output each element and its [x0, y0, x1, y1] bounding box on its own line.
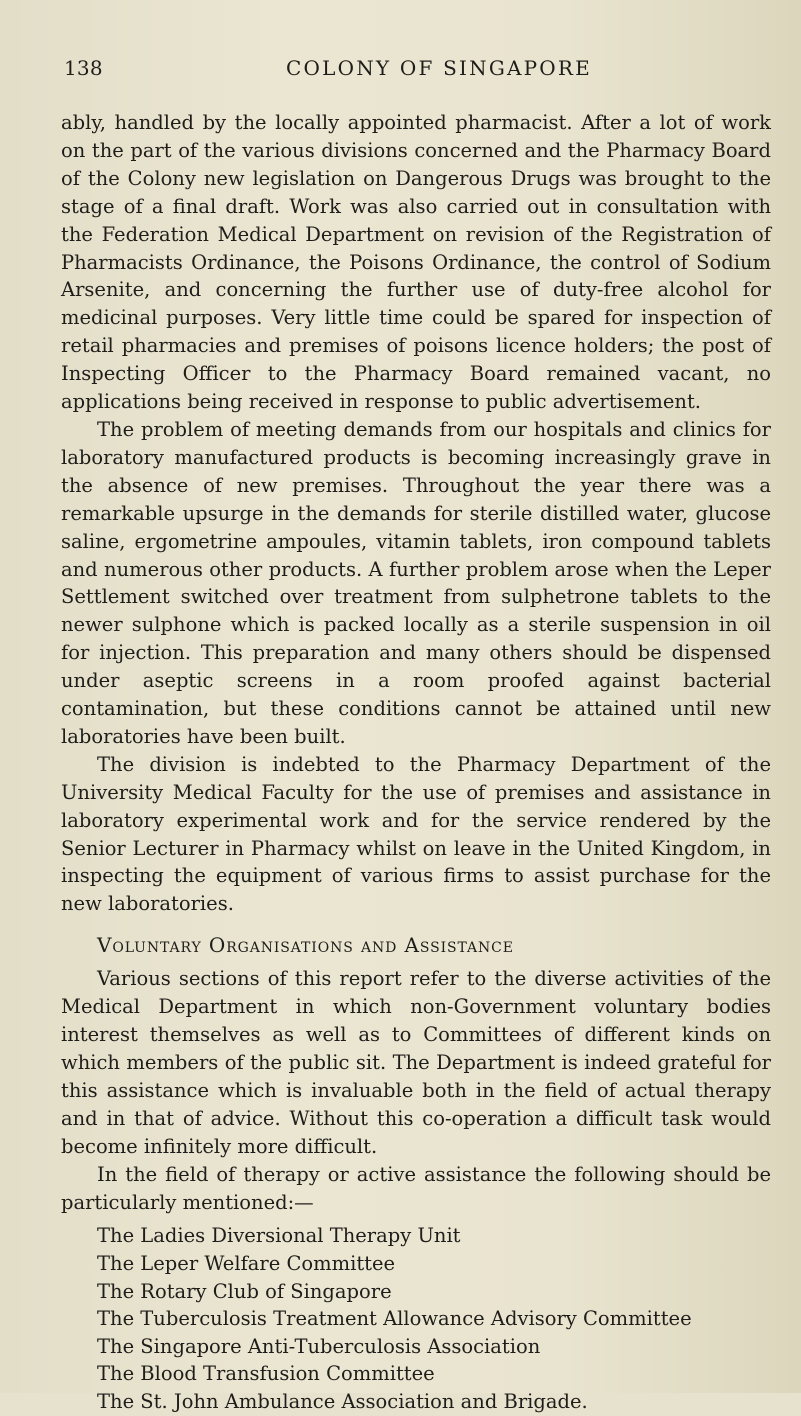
- running-title: COLONY OF SINGAPORE: [286, 56, 592, 80]
- list-item: The Leper Welfare Committee: [97, 1252, 396, 1276]
- paragraph-therapy-intro: In the field of therapy or active assistance the following should be particularly mentioned:—: [61, 1162, 771, 1214]
- paragraph-continued: ably, handled by the locally appointed pharmacist. After a lot of work on the part of the various divisions concerned and the Pharmacy Board of the Colony new legislation on Dangerous Drugs was brought to the stage of a final draft. Work was also carried out in consultation with the Federation Medical Department on revision of the Registration of Pharmacists Ordinance, the Poisons Ordinance, the control of Sodium Arsenite, and concerning the further use of duty-free alcohol for medicinal purposes. Very little time could be spared for inspection of retail pharmacies and premises of poisons licence holders; the post of Inspecting Officer to the Pharmacy Board remained vacant, no applications being received in response to public advertisement.: [61, 111, 771, 414]
- list-item: The Rotary Club of Singapore: [97, 1279, 392, 1303]
- list-item: The Singapore Anti-Tuberculosis Association: [97, 1334, 541, 1358]
- page-header: [64, 56, 771, 86]
- section-heading: Voluntary Organisations and Assistance: [97, 933, 514, 958]
- paragraph-voluntary-bodies: Various sections of this report refer to the diverse activities of the Medical Department in which non-Government voluntary bodies interest themselves as well as to Committees of different kinds on which members of the public sit. The Department is indeed grateful for this assistance which is invaluable both in the field of actual therapy and in that of advice. Without this co-operation a difficult task would become infinitely more difficult.: [61, 967, 771, 1158]
- list-item: The Blood Transfusion Committee: [97, 1362, 435, 1386]
- list-item: The Ladies Diversional Therapy Unit: [97, 1224, 461, 1248]
- paragraph-acknowledgement: The division is indebted to the Pharmacy Department of the University Medical Faculty for the use of premises and assistance in laboratory experimental work and for the service rendered by the Senior Lecturer in Pharmacy whilst on leave in the United Kingdom, in inspecting the equipment of various firms to assist purchase for the new laboratories.: [61, 752, 771, 916]
- list-item: The St. John Ambulance Association and Brigade.: [97, 1390, 588, 1413]
- list-item: The Tuberculosis Treatment Allowance Advisory Committee: [97, 1307, 692, 1331]
- paragraph-laboratory-demands: The problem of meeting demands from our hospitals and clinics for laboratory manufactured products is becoming increasingly grave in the absence of new premises. Throughout the year there was a remarkable upsurge in the demands for sterile distilled water, glucose saline, ergometrine ampoules, vitamin tablets, iron compound tablets and numerous other products. A further problem arose when the Leper Settlement switched over treatment from sulphetrone tablets to the newer sulphone which is packed locally as a sterile suspension in oil for injection. This preparation and many others should be dispensed under aseptic screens in a room proofed against bacterial contamination, but these conditions cannot be attained until new laboratories have been built.: [61, 417, 771, 748]
- page-number: 138: [64, 56, 103, 80]
- page-body: [61, 109, 771, 1416]
- voluntary-bodies-list: [61, 1222, 771, 1415]
